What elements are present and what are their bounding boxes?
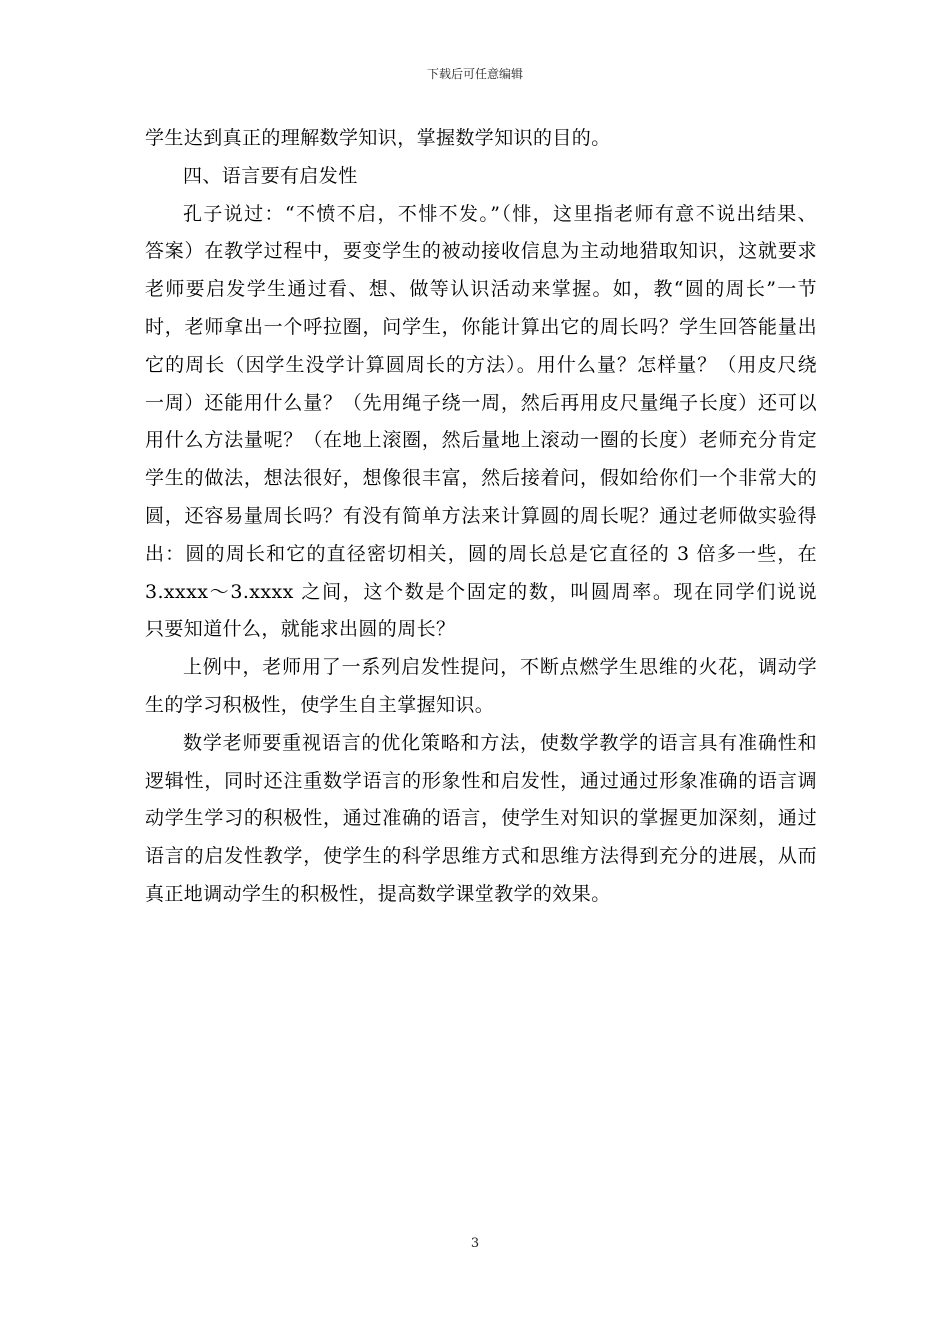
text-line: 数学老师要重视语言的优化策略和方法，使数学教学的语言具有准确性和 — [183, 731, 817, 754]
text-line: 逻辑性，同时还注重数学语言的形象性和启发性，通过通过形象准确的语言调 — [145, 769, 817, 792]
section-heading: 四、语言要有启发性 — [183, 164, 358, 187]
text-line: 3.xxxx～3.xxxx 之间，这个数是个固定的数，叫圆周率。现在同学们说说 — [145, 580, 817, 603]
text-line: 老师要启发学生通过看、想、做等认识活动来掌握。如，教“圆的周长”一节 — [145, 278, 817, 301]
text-line: 只要知道什么，就能求出圆的周长？ — [145, 618, 456, 641]
text-line: 时，老师拿出一个呼拉圈，问学生，你能计算出它的周长吗？学生回答能量出 — [145, 315, 817, 338]
text-line: 出：圆的周长和它的直径密切相关，圆的周长总是它直径的 3 倍多一些，在 — [145, 542, 817, 565]
text-line: 语言的启发性教学，使学生的科学思维方式和思维方法得到充分的进展，从而 — [145, 845, 817, 868]
text-line: 圆，还容易量周长吗？有没有简单方法来计算圆的周长呢？通过老师做实验得 — [145, 504, 817, 527]
text-line: 学生的做法，想法很好，想像很丰富，然后接着问，假如给你们一个非常大的 — [145, 467, 817, 490]
text-line: 孔子说过：“不愤不启，不悱不发。”（悱，这里指老师有意不说出结果、 — [183, 202, 817, 225]
text-line: 真正地调动学生的积极性，提高数学课堂教学的效果。 — [145, 882, 611, 905]
text-line: 上例中，老师用了一系列启发性提问，不断点燃学生思维的火花，调动学 — [183, 656, 817, 679]
text-line: 用什么方法量呢？（在地上滚圈，然后量地上滚动一圈的长度）老师充分肯定 — [145, 429, 817, 452]
text-line: 学生达到真正的理解数学知识，掌握数学知识的目的。 — [145, 127, 611, 149]
text-line: 它的周长（因学生没学计算圆周长的方法）。用什么量？怎样量？（用皮尺绕 — [145, 353, 817, 376]
page-number: 3 — [470, 1236, 480, 1251]
text-line: 一周）还能用什么量？（先用绳子绕一周，然后再用皮尺量绳子长度）还可以 — [145, 391, 817, 414]
text-line: 答案）在教学过程中，要变学生的被动接收信息为主动地猎取知识，这就要求 — [145, 240, 817, 263]
text-line: 生的学习积极性，使学生自主掌握知识。 — [145, 693, 495, 716]
text-line: 动学生学习的积极性，通过准确的语言，使学生对知识的掌握更加深刻，通过 — [145, 807, 817, 830]
page-header: 下载后可任意编辑 — [426, 67, 523, 81]
document-body — [145, 120, 817, 914]
